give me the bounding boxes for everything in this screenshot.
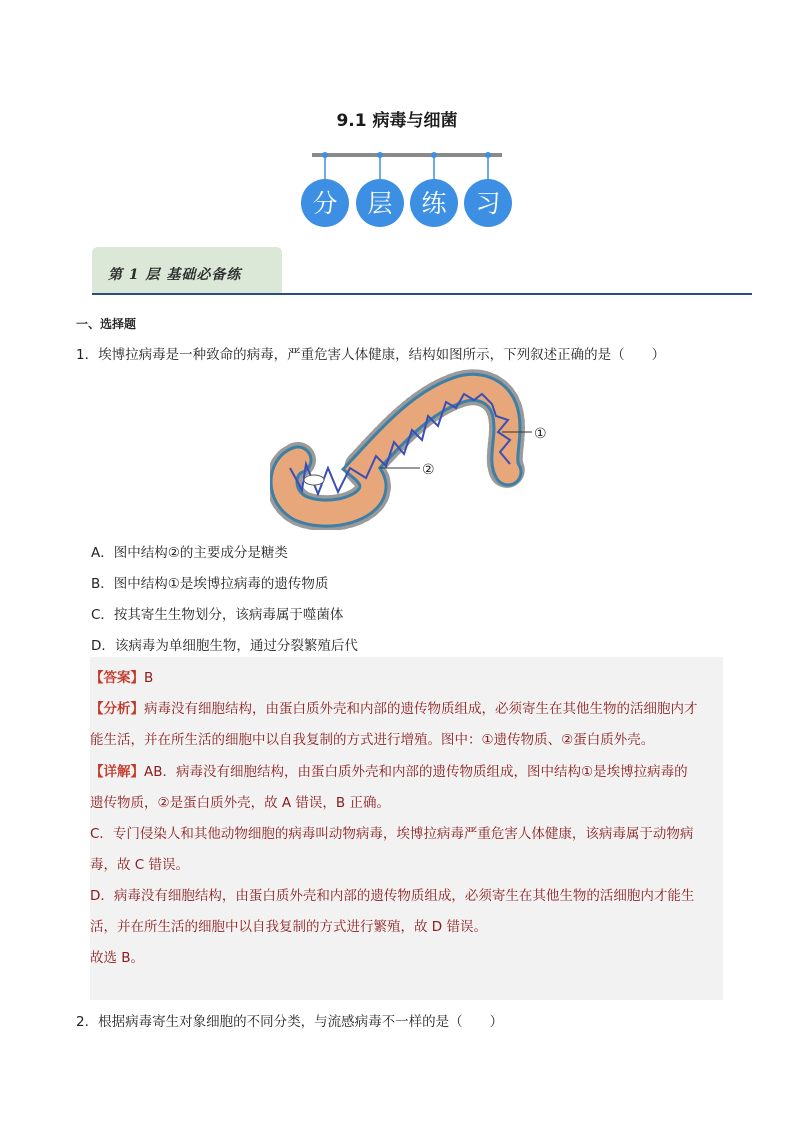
virus-core <box>304 475 324 485</box>
analysis-line: 能生活，并在所生活的细胞中以自我复制的方式进行增殖。图中：①遗传物质、②蛋白质外壳。 <box>90 732 655 748</box>
detail-line <box>90 760 688 780</box>
page-title: 9.1 病毒与细菌 <box>336 111 458 131</box>
detail-line: 活，并在所生活的细胞中以自我复制的方式进行繁殖，故 D 错误。 <box>90 919 487 935</box>
ebola-virus-figure <box>270 368 560 530</box>
question-1-stem: 1．埃博拉病毒是一种致命的病毒，严重危害人体健康，结构如图所示，下列叙述正确的是（ ） <box>76 347 666 363</box>
detail-text: AB．病毒没有细胞结构，由蛋白质外壳和内部的遗传物质组成，图中结构①是埃博拉病毒的 <box>144 764 688 780</box>
section-tab-label: 第 1 层 基础必备练 <box>108 267 242 283</box>
banner-char: 分 <box>312 189 338 218</box>
section-divider <box>92 293 752 295</box>
section-heading: 一、选择题 <box>76 317 137 331</box>
question-2-stem: 2．根据病毒寄生对象细胞的不同分类，与流感病毒不一样的是（ ） <box>76 1014 504 1030</box>
banner-char: 习 <box>475 189 501 218</box>
option-d: D．该病毒为单细胞生物，通过分裂繁殖后代 <box>91 638 358 654</box>
label-1: ① <box>534 426 547 442</box>
banner-char: 层 <box>367 189 393 218</box>
banner-bar <box>312 153 502 157</box>
banner-char: 练 <box>421 189 447 218</box>
detail-line: D．病毒没有细胞结构，由蛋白质外壳和内部的遗传物质组成，必须寄生在其他生物的活细胞内才能生 <box>90 888 695 904</box>
detail-line: 遗传物质，②是蛋白质外壳，故 A 错误，B 正确。 <box>90 795 390 811</box>
option-b: B．图中结构①是埃博拉病毒的遗传物质 <box>91 576 329 592</box>
answer-tag: 【答案】 <box>90 670 144 686</box>
detail-line: C．专门侵染人和其他动物细胞的病毒叫动物病毒，埃博拉病毒严重危害人体健康，该病毒属于动物病 <box>90 826 694 842</box>
analysis-text: 病毒没有细胞结构，由蛋白质外壳和内部的遗传物质组成，必须寄生在其他生物的活细胞内才 <box>144 701 698 717</box>
layered-practice-banner <box>300 150 515 232</box>
answer-line <box>90 666 153 686</box>
conclusion-line: 故选 B。 <box>90 950 145 966</box>
label-2: ② <box>422 462 435 478</box>
option-a: A．图中结构②的主要成分是糖类 <box>91 545 288 561</box>
option-c: C．按其寄生生物划分，该病毒属于噬菌体 <box>91 607 344 623</box>
analysis-tag: 【分析】 <box>90 701 144 717</box>
detail-tag: 【详解】 <box>90 764 144 780</box>
detail-line: 毒，故 C 错误。 <box>90 857 190 873</box>
analysis-line <box>90 697 698 717</box>
answer-value: B <box>144 670 154 686</box>
